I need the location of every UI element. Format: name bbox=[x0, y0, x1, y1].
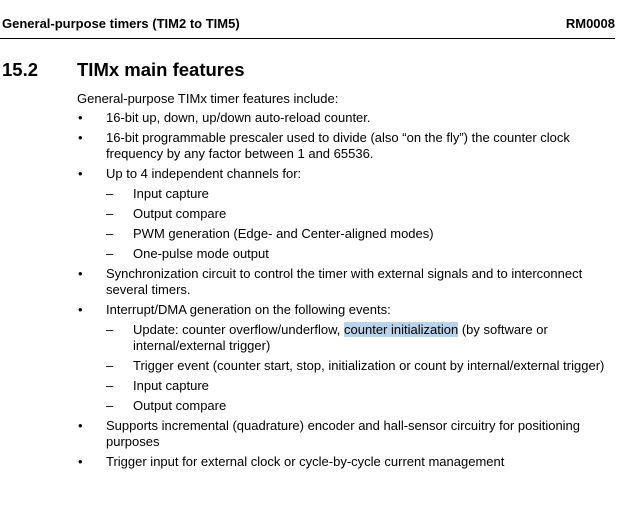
feature-text: 16-bit programmable prescaler used to divide (also “on the fly”) the counter clock frequency by any factor between 1 and 65536. bbox=[106, 130, 570, 161]
feature-list bbox=[0, 108, 639, 470]
sub-item-text: Trigger event (counter start, stop, initialization or count by internal/external trigger) bbox=[133, 358, 605, 373]
sub-item bbox=[0, 206, 639, 222]
bullet-icon: • bbox=[78, 418, 83, 433]
bullet-icon: • bbox=[78, 266, 83, 281]
sub-item bbox=[0, 226, 639, 242]
dash-icon: – bbox=[106, 358, 114, 373]
sub-item bbox=[0, 358, 639, 374]
sub-item bbox=[0, 246, 639, 262]
sub-item-text: Input capture bbox=[133, 186, 209, 201]
sub-item-text bbox=[133, 322, 619, 354]
feature-text: Up to 4 independent channels for: bbox=[106, 166, 302, 181]
sub-item bbox=[0, 378, 639, 394]
header-chapter-title: General-purpose timers (TIM2 to TIM5) bbox=[2, 16, 240, 31]
dash-icon: – bbox=[106, 398, 114, 413]
text-selection-highlight[interactable]: counter initialization bbox=[344, 322, 459, 337]
bullet-icon: • bbox=[78, 454, 83, 469]
feature-item bbox=[0, 418, 639, 450]
sub-item-text-start: Update: counter overflow/underflow, bbox=[133, 322, 345, 337]
dash-icon: – bbox=[106, 246, 114, 261]
header-doc-id: RM0008 bbox=[565, 16, 615, 31]
feature-text: 16-bit up, down, up/down auto-reload counter. bbox=[106, 110, 371, 125]
feature-text: Supports incremental (quadrature) encoder and hall-sensor circuitry for positioning purposes bbox=[106, 418, 581, 449]
feature-item bbox=[0, 266, 639, 298]
page-header bbox=[0, 0, 615, 39]
feature-text: Synchronization circuit to control the timer with external signals and to interconnect several timers. bbox=[106, 266, 583, 297]
bullet-icon: • bbox=[78, 110, 83, 125]
bullet-icon: • bbox=[78, 166, 83, 181]
feature-item bbox=[0, 166, 639, 182]
bullet-icon: • bbox=[78, 130, 83, 145]
feature-item bbox=[0, 302, 639, 318]
dash-icon: – bbox=[106, 322, 114, 337]
dash-icon: – bbox=[106, 378, 114, 393]
dash-icon: – bbox=[106, 226, 114, 241]
feature-item bbox=[0, 110, 639, 126]
sub-item bbox=[0, 398, 639, 414]
dash-icon: – bbox=[106, 186, 114, 201]
sub-item-text: Input capture bbox=[133, 378, 209, 393]
section-intro: General-purpose TIMx timer features include: bbox=[77, 91, 339, 106]
sub-item bbox=[0, 322, 639, 354]
sub-item bbox=[0, 186, 639, 202]
sub-item-text: Output compare bbox=[133, 206, 227, 221]
sub-item-text-end: (by software or internal/external trigger) bbox=[133, 322, 548, 353]
feature-text: Trigger input for external clock or cycle-by-cycle current management bbox=[106, 454, 505, 469]
feature-item bbox=[0, 454, 639, 470]
feature-text: Interrupt/DMA generation on the following events: bbox=[106, 302, 391, 317]
sub-item-text: One-pulse mode output bbox=[133, 246, 269, 261]
section-number: 15.2 bbox=[2, 59, 39, 80]
sub-item-text: PWM generation (Edge- and Center-aligned modes) bbox=[133, 226, 434, 241]
feature-item bbox=[0, 130, 639, 162]
bullet-icon: • bbox=[78, 302, 83, 317]
dash-icon: – bbox=[106, 206, 114, 221]
sub-item-text: Output compare bbox=[133, 398, 227, 413]
section-title: TIMx main features bbox=[77, 59, 245, 80]
